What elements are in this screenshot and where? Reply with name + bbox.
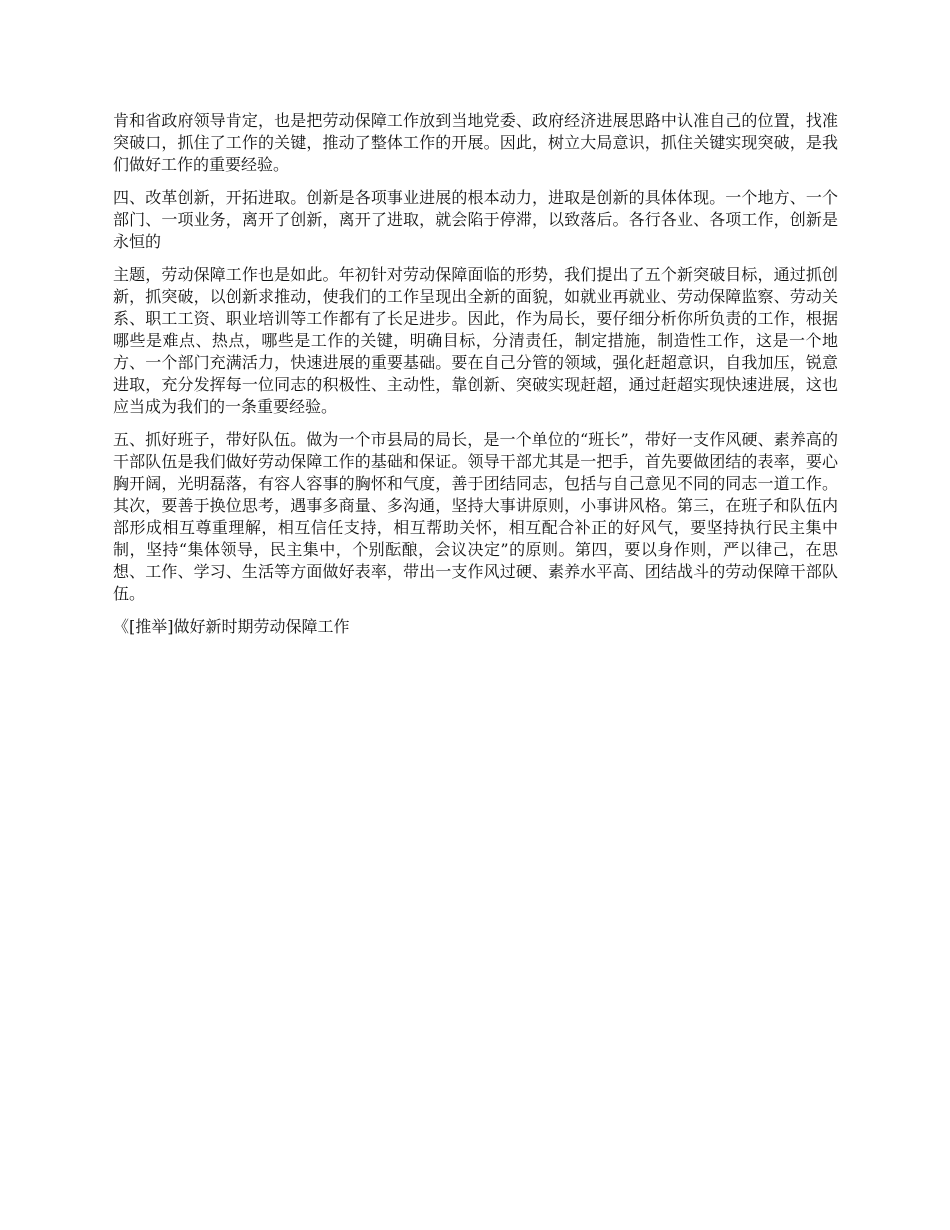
paragraph-4: 五、抓好班子，带好队伍。做为一个市县局的局长，是一个单位的“班长”，带好一支作风硬、素养高的干部队伍是我们做好劳动保障工作的基础和保证。领导干部尤其是一把手，首先要做团结的表率，要心胸开阔，光明磊落，有容人容事的胸怀和气度，善于团结同志，包括与自己意见不同的同志一道工作。其次，要善于换位思考，遇事多商量、多沟通，坚持大事讲原则，小事讲风格。第三，在班子和队伍内部形成相互尊重理解，相互信任支持，相互帮助关怀，相互配合补正的好风气，要坚持执行民主集中制，坚持“集体领导，民主集中，个别酝酿，会议决定”的原则。第四，要以身作则，严以律己，在思想、工作、学习、生活等方面做好表率，带出一支作风过硬、素养水平高、团结战斗的劳动保障干部队伍。 [113, 430, 838, 603]
document-body [113, 110, 838, 638]
paragraph-3: 主题，劳动保障工作也是如此。年初针对劳动保障面临的形势，我们提出了五个新突破目标，通过抓创新，抓突破，以创新求推动，使我们的工作呈现出全新的面貌，如就业再就业、劳动保障监察、劳动关系、职工工资、职业培训等工作都有了长足进步。因此，作为局长，要仔细分析你所负责的工作，根据哪些是难点、热点，哪些是工作的关键，明确目标，分清责任，制定措施，制造性工作，这是一个地方、一个部门充满活力，快速进展的重要基础。要在自己分管的领域，强化赶超意识，自我加压，锐意进取，充分发挥每一位同志的积极性、主动性，靠创新、突破实现赶超，通过赶超实现快速进展，这也应当成为我们的一条重要经验。 [113, 265, 838, 416]
paragraph-1: 肯和省政府领导肯定，也是把劳动保障工作放到当地党委、政府经济进展思路中认准自己的位置，找准突破口，抓住了工作的关键，推动了整体工作的开展。因此，树立大局意识，抓住关键实现突破，是我们做好工作的重要经验。 [113, 111, 838, 174]
paragraph-2: 四、改革创新，开拓进取。创新是各项事业进展的根本动力，进取是创新的具体体现。一个地方、一个部门、一项业务，离开了创新，离开了进取，就会陷于停滞，以致落后。各行各业、各项工作，创新是永恒的 [113, 188, 838, 251]
document-title-link: 《[推举]做好新时期劳动保障工作 [113, 617, 350, 636]
